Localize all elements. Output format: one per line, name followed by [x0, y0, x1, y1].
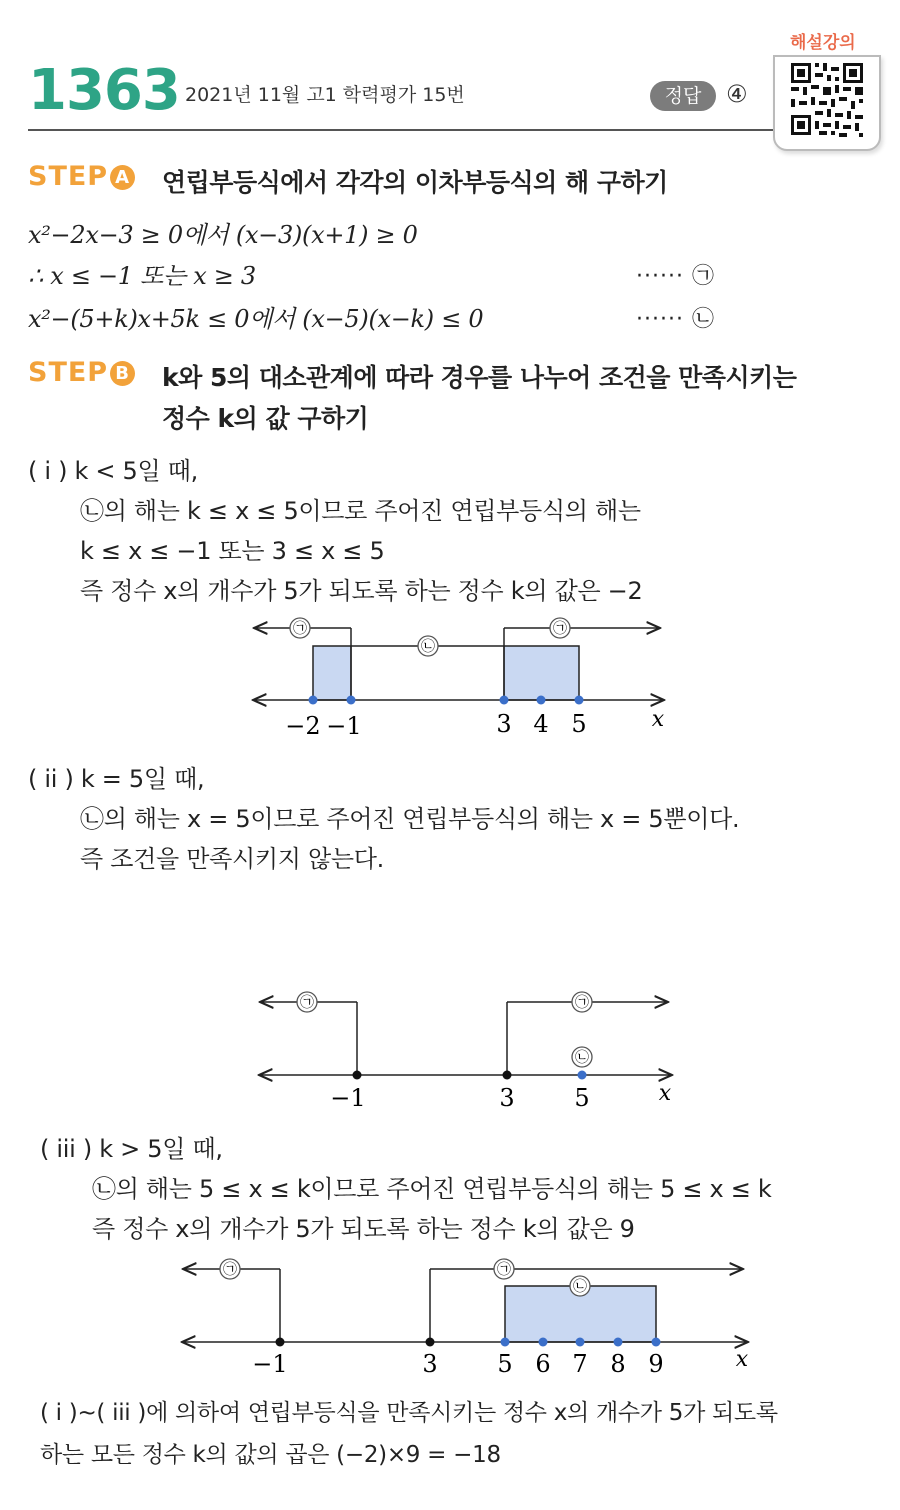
label-b: ㉡ [575, 1050, 589, 1066]
dot-minus-1 [276, 1338, 285, 1347]
header-divider [28, 129, 773, 131]
dot-5 [501, 1338, 510, 1347]
marker-b: ······ ㉡ [636, 307, 715, 332]
tick-label: 9 [648, 1350, 664, 1378]
dot-minus-1 [347, 696, 356, 705]
tick-label: −1 [252, 1350, 288, 1378]
label-a-left: ㉠ [223, 1262, 237, 1278]
tick-label: 4 [533, 710, 549, 738]
label-a-left: ㉠ [293, 621, 307, 637]
case-2-heading: ( ii ) k = 5일 때, [28, 765, 205, 793]
tick-label: 3 [499, 1084, 515, 1112]
answer-badge: 정답 [650, 81, 716, 111]
dot-3 [426, 1338, 435, 1347]
step-b-title-line-1: k와 5의 대소관계에 따라 경우를 나누어 조건을 만족시키는 [162, 363, 797, 392]
dot-7 [576, 1338, 585, 1347]
case-3-line-2: 즉 정수 x의 개수가 5가 되도록 하는 정수 k의 값은 9 [92, 1215, 635, 1243]
axis-label: x [651, 707, 665, 732]
dot-3 [503, 1071, 512, 1080]
step-a-label: STEP A [28, 161, 135, 192]
step-a-line-1: x²−2x−3 ≥ 0에서 (x−3)(x+1) ≥ 0 [28, 221, 418, 249]
case-1-line-2: k ≤ x ≤ −1 또는 3 ≤ x ≤ 5 [80, 537, 385, 565]
dot-minus-2 [309, 696, 318, 705]
dot-6 [539, 1338, 548, 1347]
number-line-diagram-2 [0, 985, 900, 1115]
tick-label: −1 [326, 712, 362, 740]
label-b: ㉡ [421, 639, 435, 655]
tick-label: 5 [571, 710, 587, 738]
tick-label: 6 [535, 1350, 551, 1378]
step-b-title-line-2: 정수 k의 값 구하기 [162, 404, 369, 433]
step-a-badge: A [110, 165, 135, 190]
case-2-line-2: 즉 조건을 만족시키지 않는다. [80, 845, 384, 873]
tick-label: 8 [610, 1350, 626, 1378]
tick-label: 3 [496, 710, 512, 738]
lecture-link-label[interactable]: 해설강의 [790, 33, 856, 53]
case-1-line-1: ㉡의 해는 k ≤ x ≤ 5이므로 주어진 연립부등식의 해는 [80, 497, 641, 525]
step-b-label: STEP B [28, 357, 135, 388]
label-a-right: ㉠ [553, 621, 567, 637]
dot-5 [575, 696, 584, 705]
number-line-diagram-3 [0, 1250, 900, 1385]
qr-code[interactable] [773, 55, 881, 151]
axis-label: x [735, 1347, 749, 1372]
tick-label: −2 [285, 712, 321, 740]
label-b: ㉡ [573, 1279, 587, 1295]
tick-label: 7 [572, 1350, 588, 1378]
case-1-heading: ( i ) k < 5일 때, [28, 457, 198, 485]
dot-8 [614, 1338, 623, 1347]
label-a-right: ㉠ [497, 1262, 511, 1278]
tick-label: −1 [330, 1084, 366, 1112]
number-line-diagram-1 [0, 610, 900, 745]
step-a-title: 연립부등식에서 각각의 이차부등식의 해 구하기 [162, 168, 668, 197]
step-a-line-2: ∴ x ≤ −1 또는 x ≥ 3 [28, 262, 256, 290]
case-3-line-1: ㉡의 해는 5 ≤ x ≤ k이므로 주어진 연립부등식의 해는 5 ≤ x ≤ k [92, 1175, 772, 1203]
problem-number: 1363 [28, 58, 180, 123]
conclusion-line-2: 하는 모든 정수 k의 값의 곱은 (−2)×9 = −18 [40, 1442, 501, 1468]
dot-minus-1 [353, 1071, 362, 1080]
case-1-line-3: 즉 정수 x의 개수가 5가 되도록 하는 정수 k의 값은 −2 [80, 577, 643, 605]
marker-a: ······ ㉠ [636, 264, 715, 289]
axis-label: x [658, 1081, 672, 1106]
solution-region-left [313, 646, 351, 700]
step-a-line-3: x²−(5+k)x+5k ≤ 0에서 (x−5)(x−k) ≤ 0 [28, 305, 484, 333]
solution-region-right [504, 646, 579, 700]
answer-value: ④ [726, 80, 748, 108]
qr-code-icon [775, 57, 879, 149]
dot-5 [578, 1071, 587, 1080]
label-a-left: ㉠ [300, 995, 314, 1011]
case-3-heading: ( iii ) k > 5일 때, [40, 1135, 223, 1163]
case-2-line-1: ㉡의 해는 x = 5이므로 주어진 연립부등식의 해는 x = 5뿐이다. [80, 805, 740, 833]
dot-3 [500, 696, 509, 705]
conclusion-line-1: ( i )~( iii )에 의하여 연립부등식을 만족시키는 정수 x의 개수가 5가 되도록 [40, 1400, 778, 1426]
tick-label: 5 [574, 1084, 590, 1112]
dot-9 [652, 1338, 661, 1347]
label-a-right: ㉠ [575, 995, 589, 1011]
step-b-badge: B [110, 361, 135, 386]
tick-label: 5 [497, 1350, 513, 1378]
tick-label: 3 [422, 1350, 438, 1378]
dot-4 [537, 696, 546, 705]
problem-source: 2021년 11월 고1 학력평가 15번 [185, 84, 465, 106]
